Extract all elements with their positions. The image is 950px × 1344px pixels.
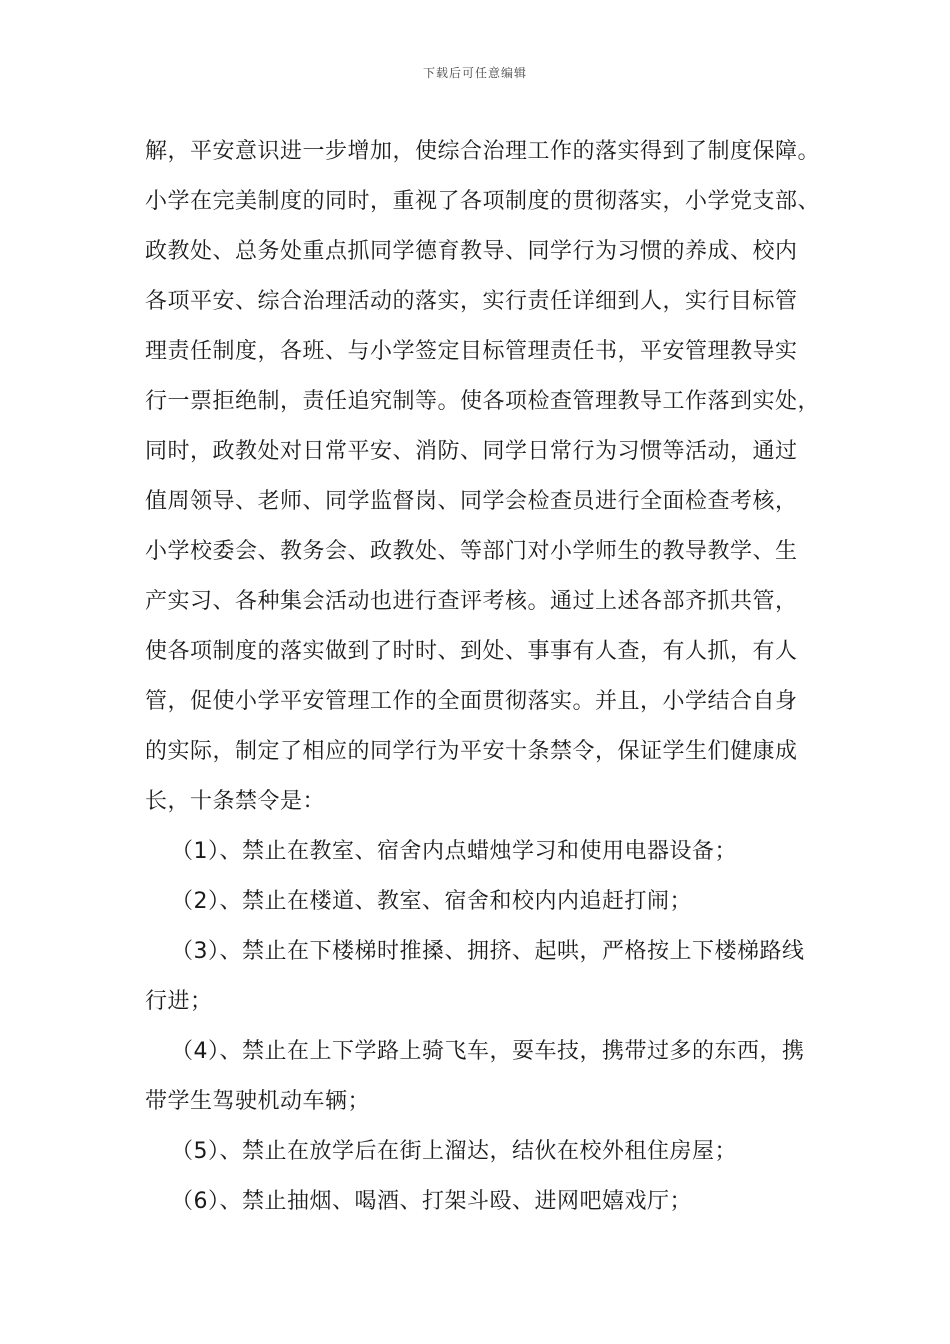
- text-line: 同时，政教处对日常平安、消防、同学日常行为习惯等活动，通过: [145, 439, 798, 464]
- rule-item-3: （3）、禁止在下楼梯时推搡、拥挤、起哄，严格按上下楼梯路线: [171, 939, 805, 964]
- rule-item-2: （2）、禁止在楼道、教室、宿舍和校内内追赶打闹；: [171, 889, 692, 914]
- text-line: 管，促使小学平安管理工作的全面贯彻落实。并且，小学结合自身: [145, 689, 798, 714]
- page-header: 下载后可任意编辑: [422, 66, 527, 80]
- text-line: 小学校委会、教务会、政教处、等部门对小学师生的教导教学、生: [145, 539, 798, 564]
- text-line: 行一票拒绝制，责任追究制等。使各项检查管理教导工作落到实处，: [145, 389, 821, 414]
- text-line: 产实习、各种集会活动也进行查评考核。通过上述各部齐抓共管，: [145, 589, 798, 614]
- text-line: 各项平安、综合治理活动的落实，实行责任详细到人，实行目标管: [145, 289, 798, 314]
- rule-item-5: （5）、禁止在放学后在街上溜达，结伙在校外租住房屋；: [171, 1139, 737, 1164]
- rule-item-6: （6）、禁止抽烟、喝酒、打架斗殴、进网吧嬉戏厅；: [171, 1189, 692, 1214]
- rule-item-1: （1）、禁止在教室、宿舍内点蜡烛学习和使用电器设备；: [171, 839, 737, 864]
- rule-item-3-continued: 行进；: [145, 989, 213, 1014]
- text-line: 解，平安意识进一步增加，使综合治理工作的落实得到了制度保障。: [145, 139, 821, 164]
- rule-item-4: （4）、禁止在上下学路上骑飞车，耍车技，携带过多的东西，携: [171, 1039, 805, 1064]
- text-line: 值周领导、老师、同学监督岗、同学会检查员进行全面检查考核，: [145, 489, 798, 514]
- text-line: 政教处、总务处重点抓同学德育教导、同学行为习惯的养成、校内: [145, 239, 798, 264]
- text-line: 使各项制度的落实做到了时时、到处、事事有人查，有人抓，有人: [145, 639, 798, 664]
- text-line: 理责任制度，各班、与小学签定目标管理责任书，平安管理教导实: [145, 339, 798, 364]
- text-line: 的实际，制定了相应的同学行为平安十条禁令，保证学生们健康成: [145, 739, 798, 764]
- rule-item-4-continued: 带学生驾驶机动车辆；: [145, 1089, 371, 1114]
- text-line: 长，十条禁令是：: [145, 789, 326, 814]
- text-line: 小学在完美制度的同时，重视了各项制度的贯彻落实，小学党支部、: [145, 189, 821, 214]
- document-body: [145, 127, 835, 1227]
